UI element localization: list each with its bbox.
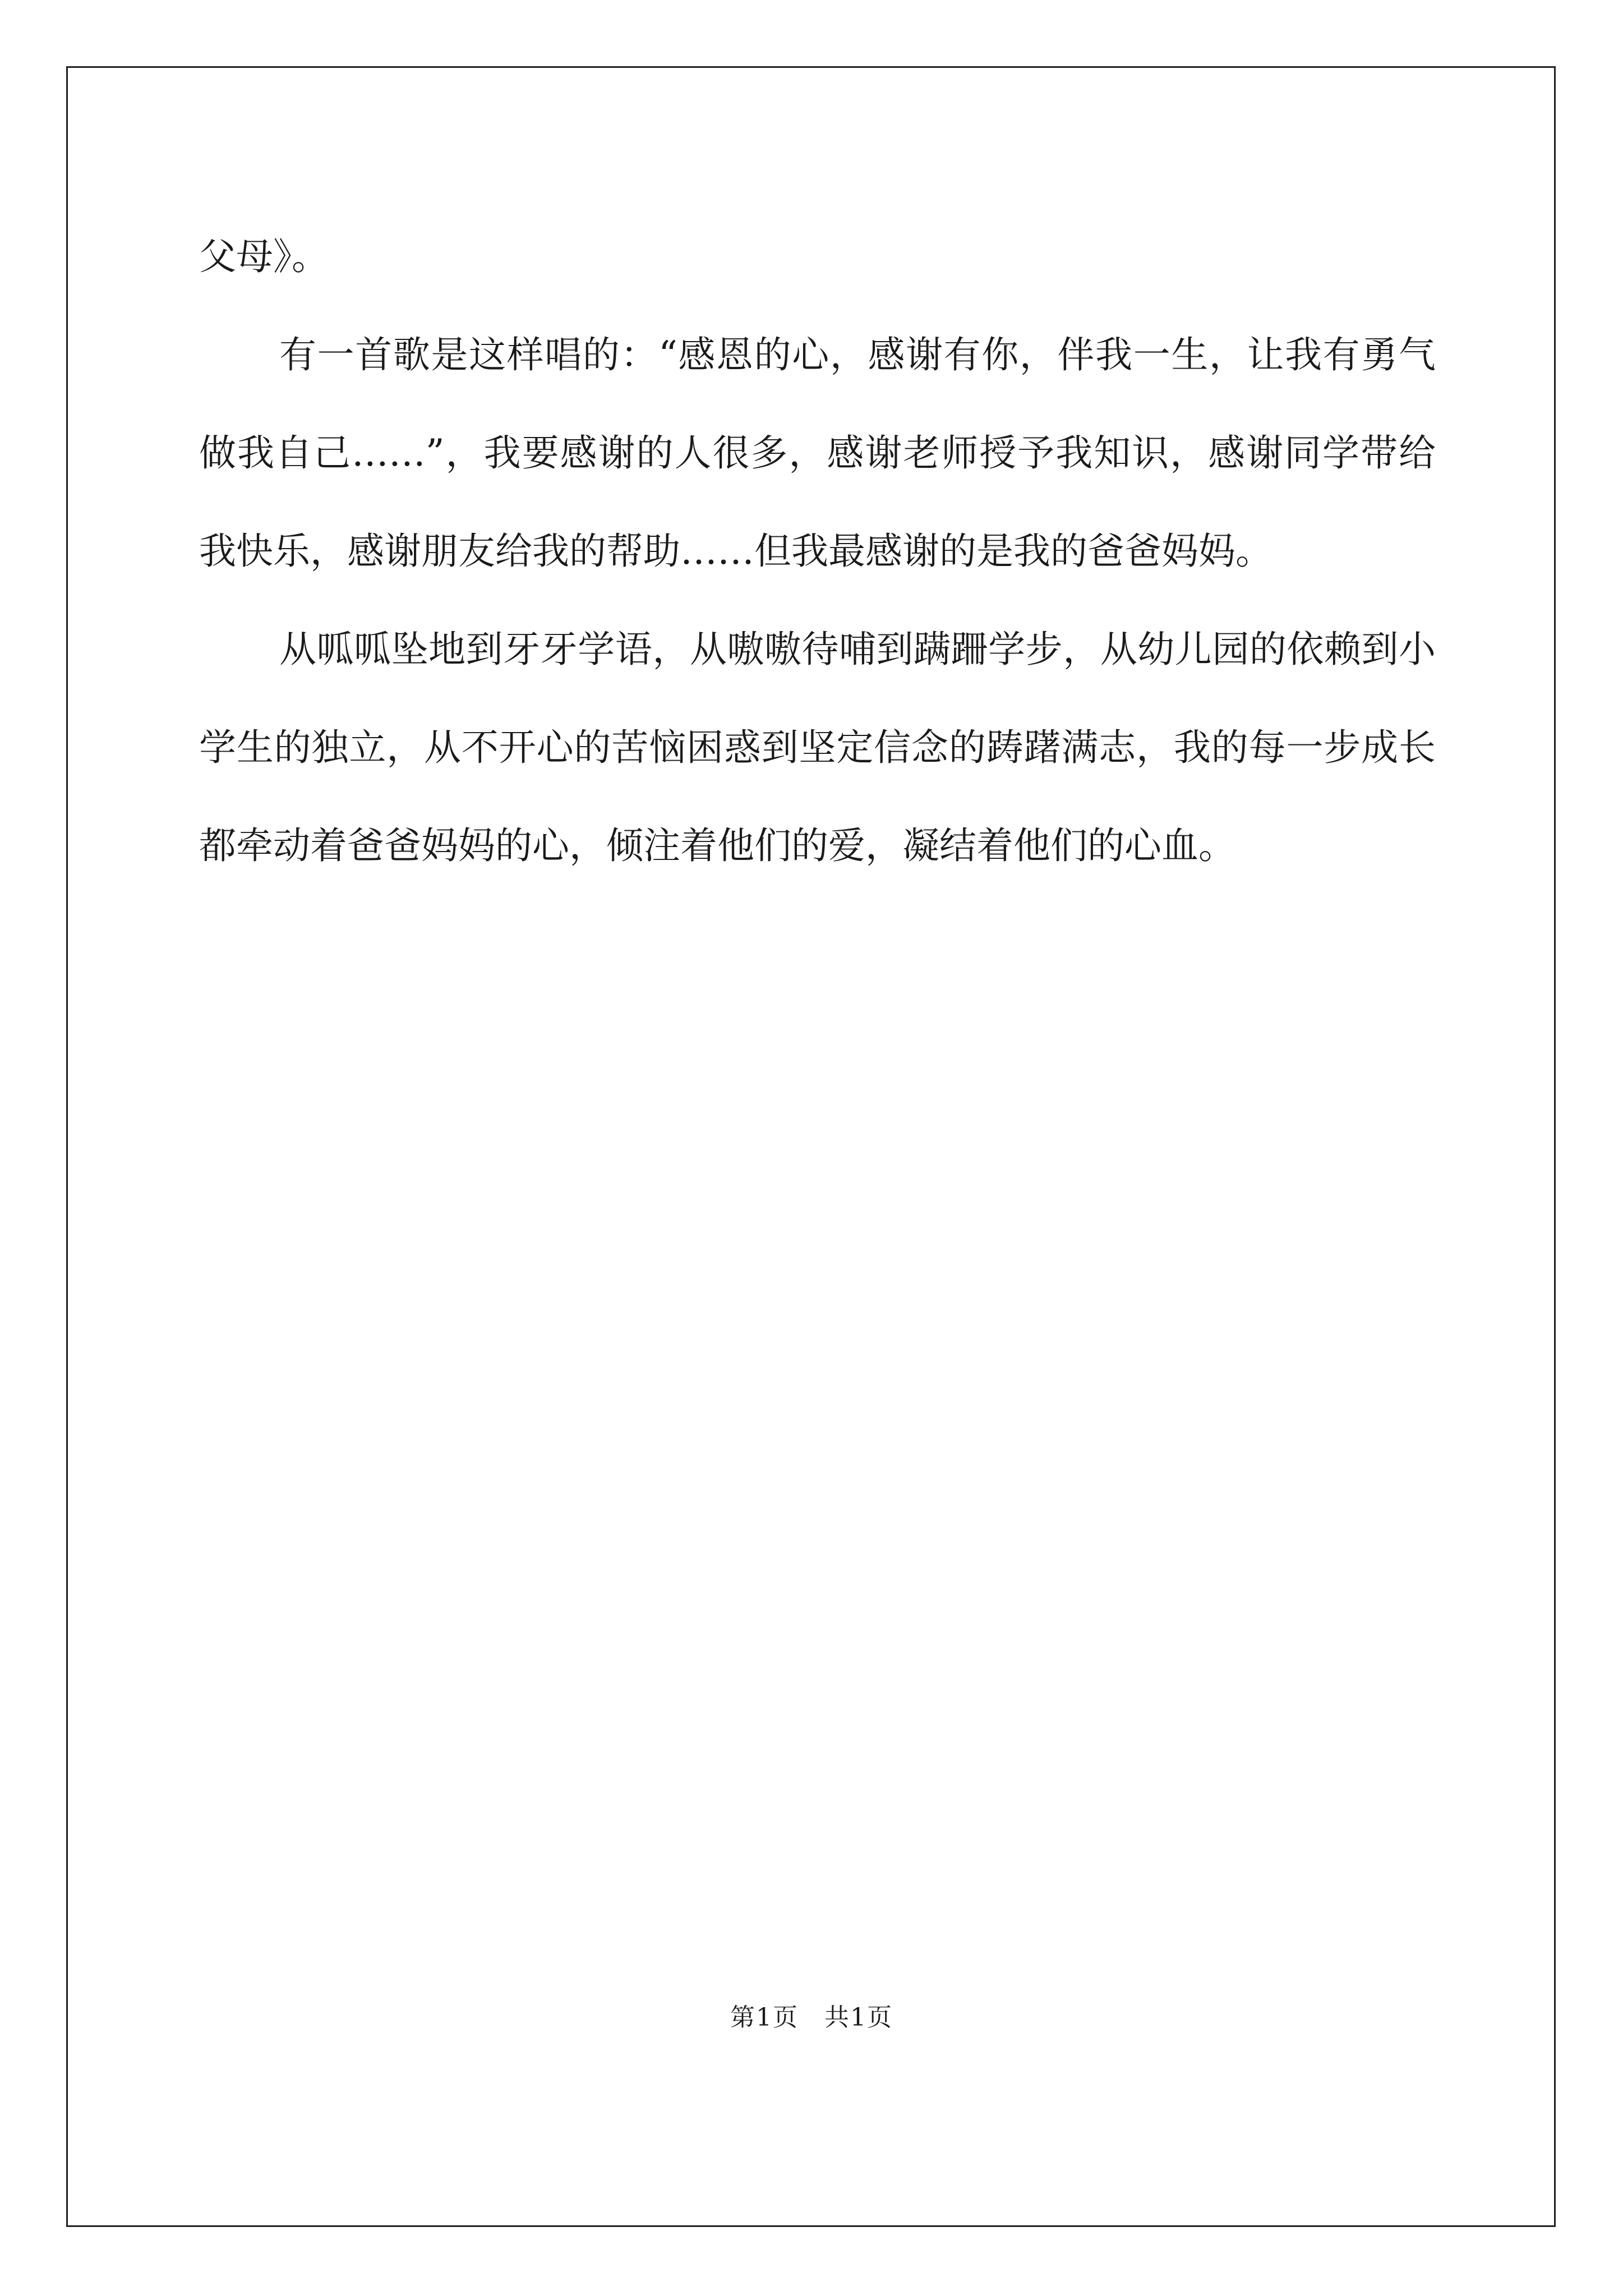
document-body [199, 208, 1436, 895]
paragraph: 从呱呱坠地到牙牙学语，从嗷嗷待哺到蹒跚学步，从幼儿园的依赖到小学生的独立，从不开心的苦恼困惑到坚定信念的踌躇满志，我的每一步成长都牵动着爸爸妈妈的心，倾注着他们的爱，凝结着他们的心血。 [199, 628, 1436, 867]
paragraph: 有一首歌是这样唱的：“感恩的心，感谢有你，伴我一生，让我有勇气做我自己……”，我要感谢的人很多，感谢老师授予我知识，感谢同学带给我快乐，感谢朋友给我的帮助……但我最感谢的是我的爸爸妈妈。 [199, 333, 1436, 573]
lead-fragment: 父母》。 [199, 235, 329, 278]
page-number-footer: 第1页 共1页 [730, 2003, 893, 2032]
